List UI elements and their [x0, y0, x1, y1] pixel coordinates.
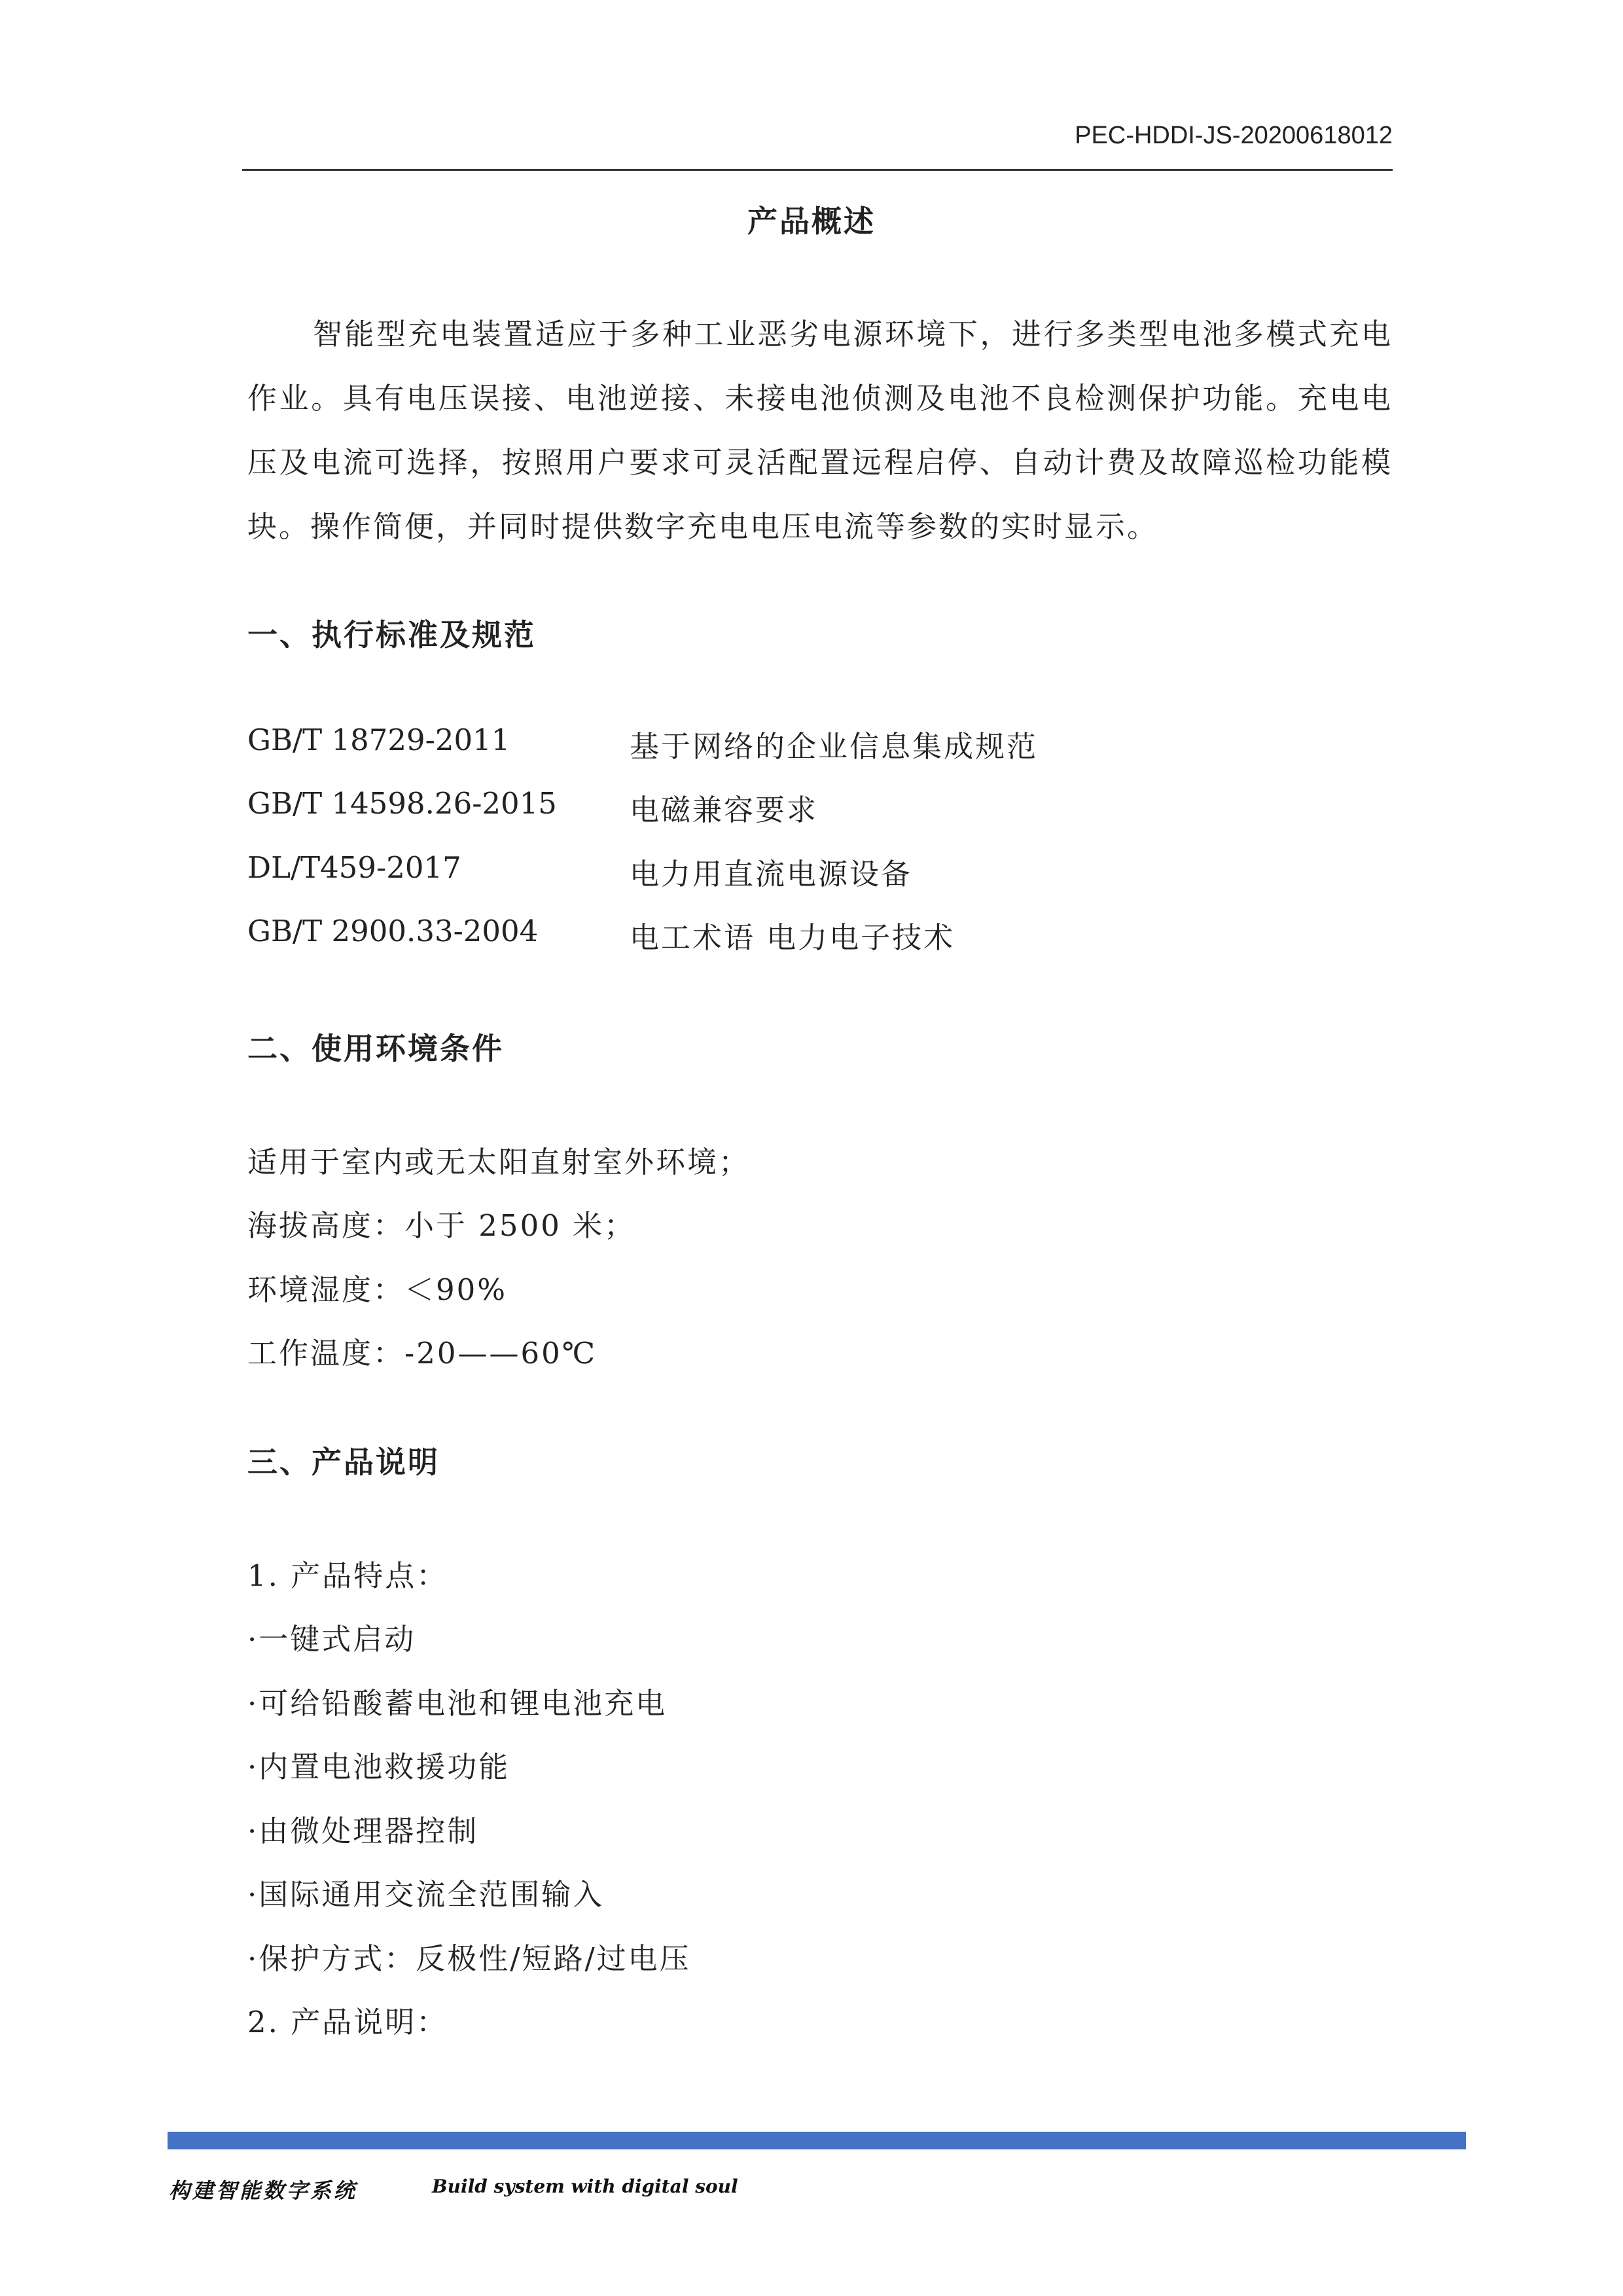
section-heading-product: 三、产品说明	[247, 1444, 440, 1480]
environment-line: 环境湿度：＜90%	[247, 1272, 508, 1307]
standard-name: 电磁兼容要求	[630, 793, 819, 827]
standard-code: GB/T 14598.26-2015	[247, 786, 557, 821]
feature-item: ·可给铅酸蓄电池和锂电池充电	[247, 1686, 668, 1721]
feature-item: ·内置电池救援功能	[247, 1749, 510, 1784]
feature-item: ·由微处理器控制	[247, 1814, 479, 1848]
footer-bar	[168, 2132, 1466, 2149]
document-code: PEC-HDDI-JS-20200618012	[1075, 122, 1393, 149]
page-title: 产品概述	[747, 204, 876, 239]
standard-code: GB/T 18729-2011	[247, 723, 510, 757]
feature-item: ·国际通用交流全范围输入	[247, 1877, 605, 1912]
section-heading-environment: 二、使用环境条件	[247, 1031, 504, 1066]
features-title: 1. 产品特点：	[247, 1558, 448, 1593]
standard-name: 基于网络的企业信息集成规范	[630, 729, 1039, 764]
environment-line: 工作温度：-20——60℃	[247, 1336, 597, 1371]
standard-code: GB/T 2900.33-2004	[247, 914, 539, 948]
intro-paragraph: 智能型充电装置适应于多种工业恶劣电源环境下，进行多类型电池多模式充电作业。具有电压误接、电池逆接、未接电池侦测及电池不良检测保护功能。充电电压及电流可选择，按照用户要求可灵活配置远程启停、自动计费及故障巡检功能模块。操作简便，并同时提供数字充电电压电流等参数的实时显示。	[247, 317, 1393, 544]
environment-line: 适用于室内或无太阳直射室外环境；	[247, 1145, 751, 1179]
standard-name: 电力用直流电源设备	[630, 857, 913, 891]
section-heading-standards: 一、执行标准及规范	[247, 617, 536, 653]
footer-slogan-cn: 构建智能数字系统	[169, 2178, 358, 2203]
footer-slogan-en: Build system with digital soul	[432, 2176, 738, 2197]
environment-line: 海拔高度：小于 2500 米；	[247, 1208, 636, 1243]
header-divider	[242, 169, 1393, 171]
feature-item: ·一键式启动	[247, 1622, 416, 1657]
standard-code: DL/T459-2017	[247, 850, 461, 885]
description-title: 2. 产品说明：	[247, 2005, 448, 2039]
feature-item: ·保护方式：反极性/短路/过电压	[247, 1941, 691, 1976]
standard-name: 电工术语 电力电子技术	[630, 920, 955, 955]
